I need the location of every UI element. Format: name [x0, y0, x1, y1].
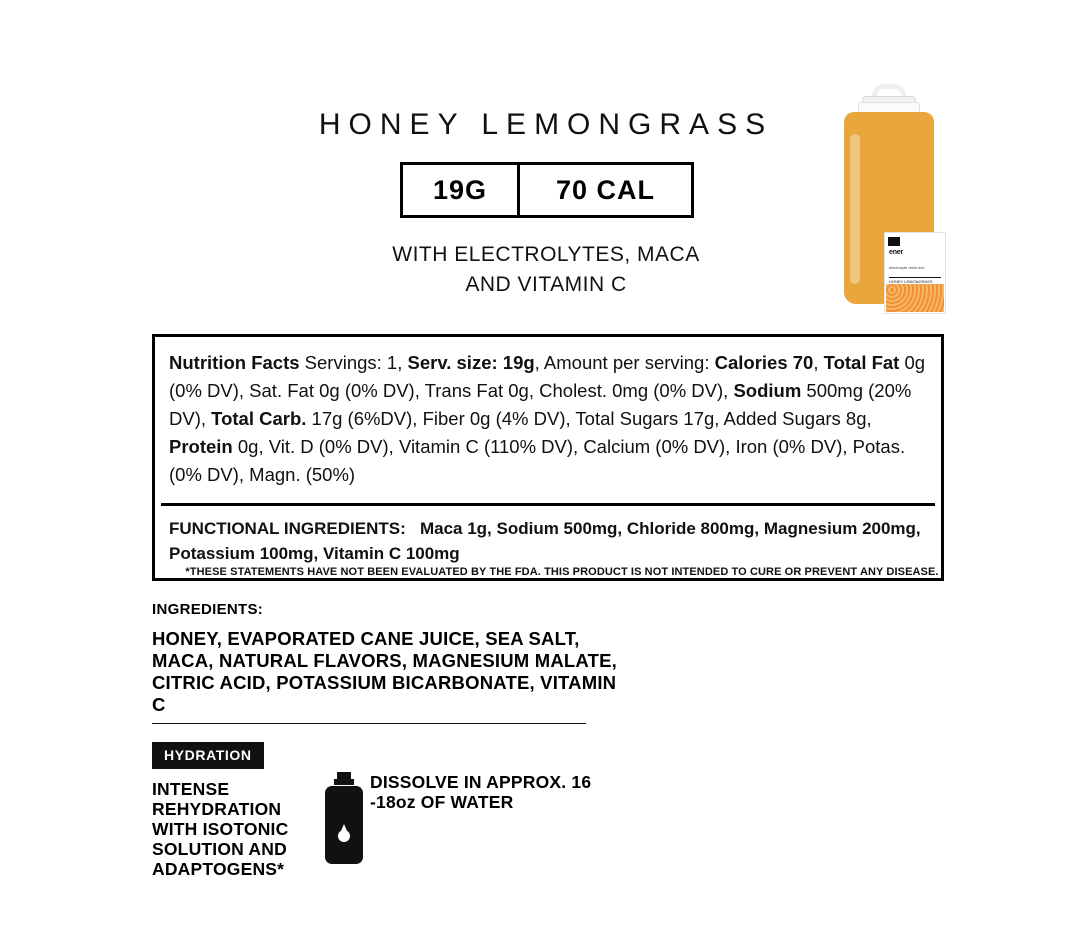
- ingredients-label: INGREDIENTS:: [152, 601, 264, 618]
- nutrition-facts-text: Nutrition Facts Servings: 1, Serv. size: 19g, Amount per serving: Calories 70, Total Fat 0g (0% DV), Sat. Fat 0g (0% DV), Trans Fat 0g, Cholest. 0mg (0% DV), Sodium 500mg (20% DV), Total Carb. 17g (6%DV), Fiber 0g (4% DV), Total Sugars 17g, Added Sugars 8g, Protein 0g, Vit. D (0% DV), Vitamin C (110% DV), Calcium (0% DV), Iron (0% DV), Potas. (0% DV), Magn. (50%): [169, 352, 926, 485]
- packet-brand-label: ener: [889, 249, 903, 256]
- functional-ingredients-label: FUNCTIONAL INGREDIENTS:: [169, 519, 406, 538]
- product-photo: [828, 82, 958, 312]
- hydration-benefit-text: INTENSE REHYDRATION WITH ISOTONIC SOLUTION AND ADAPTOGENS*: [152, 779, 289, 879]
- water-bottle-icon-neck: [334, 779, 354, 785]
- stat-box-calories: 70 CAL: [555, 174, 656, 205]
- drink-mix-packet: [884, 232, 946, 314]
- packet-subtitle-label: electrolyte drink mix: [889, 265, 925, 270]
- fda-disclaimer: *THESE STATEMENTS HAVE NOT BEEN EVALUATED BY THE FDA. THIS PRODUCT IS NOT INTENDED TO CURE OR PREVENT ANY DISEASE.: [185, 566, 939, 578]
- hydration-badge: HYDRATION: [152, 742, 264, 769]
- product-subtitle-line-1: WITH ELECTROLYTES, MACA: [392, 243, 700, 266]
- packet-flavor-label: HONEY LEMONGRASS: [889, 279, 933, 284]
- ingredients-list: HONEY, EVAPORATED CANE JUICE, SEA SALT, MACA, NATURAL FLAVORS, MAGNESIUM MALATE, CITRIC ACID, POTASSIUM BICARBONATE, VITAMIN C: [152, 628, 617, 715]
- water-bottle-icon-cap: [337, 772, 351, 779]
- water-bottle-icon: [325, 772, 363, 864]
- functional-ingredients-values: Maca 1g, Sodium 500mg, Chloride 800mg, Magnesium 200mg, Potassium 100mg, Vitamin C 100mg: [169, 519, 921, 563]
- stat-box-serving-size: 19G: [403, 165, 520, 215]
- water-drop-icon: [338, 830, 350, 842]
- product-subtitle-line-2: AND VITAMIN C: [465, 273, 627, 296]
- nutrition-stat-boxes: [400, 162, 694, 218]
- page-title: HONEY LEMONGRASS: [318, 108, 774, 141]
- bottle-shine: [850, 134, 860, 284]
- water-bottle-icon-body: [325, 786, 363, 864]
- packet-divider: [889, 277, 941, 278]
- nutrition-facts-panel: [152, 334, 944, 581]
- section-divider: [152, 723, 586, 724]
- dissolve-instruction-text: DISSOLVE IN APPROX. 16 -18oz OF WATER: [370, 772, 592, 812]
- packet-powder: [886, 284, 944, 312]
- packet-top-bar: [888, 237, 900, 246]
